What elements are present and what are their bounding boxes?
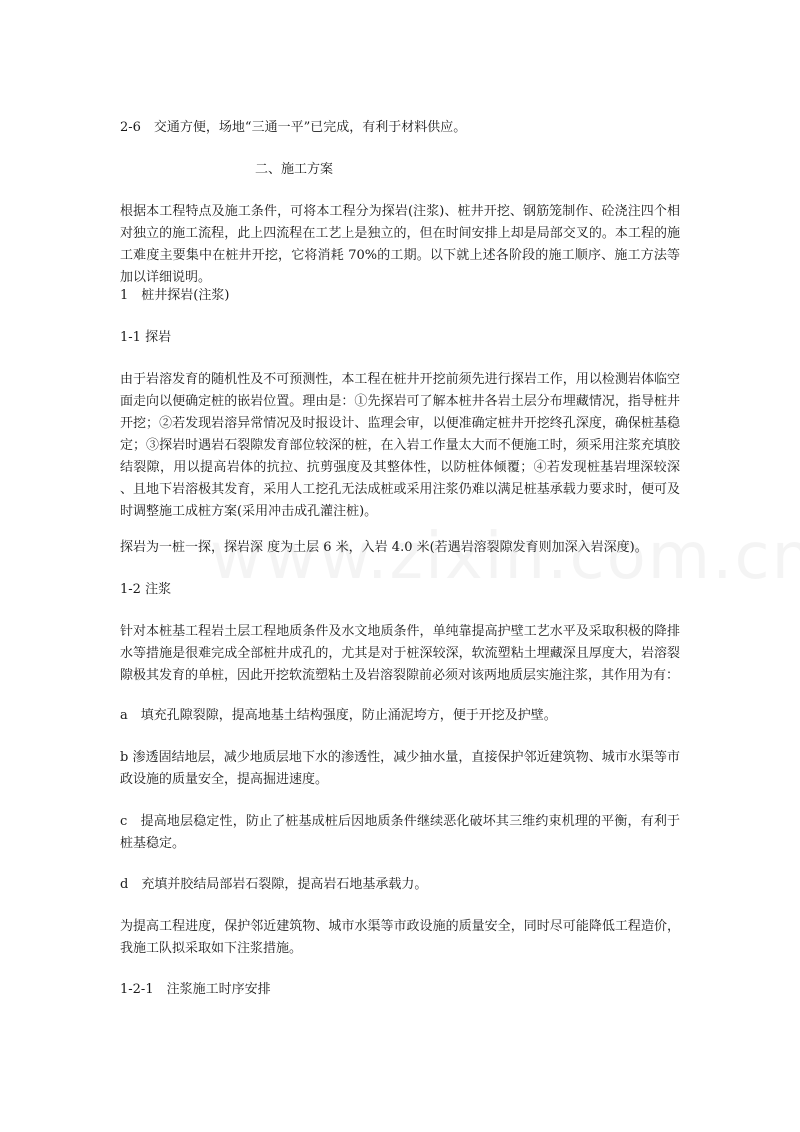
heading-1-2: 1-2 注浆 [120, 582, 172, 597]
list-item-c: c 提高地层稳定性，防止了桩基成桩后因地质条件继续恶化破坏其三维约束机理的平衡，有利于桩基稳定。 [120, 814, 680, 851]
heading-1-1: 1-1 探岩 [120, 330, 172, 345]
list-item-a: a 填充孔隙裂隙，提高地基土结构强度，防止涌泥垮方，便于开挖及护壁。 [120, 708, 557, 723]
explore-paragraph: 由于岩溶发育的随机性及不可预测性，本工程在桩井开挖前须先进行探岩工作，用以检测岩体临空面走向以便确定桩的嵌岩位置。理由是：①先探岩可了解本桩井各岩土层分布埋藏情况，指导桩井开挖；②若发现岩溶异常情况及时报设计、监理会审，以便准确定桩井开挖终孔深度，确保桩基稳定；③探岩时遇岩石裂隙发育部位较深的桩，在入岩工作量太大而不便施工时，须采用注浆充填胶结裂隙，用以提高岩体的抗拉、抗剪强度及其整体性，以防桩体倾覆；④若发现桩基岩埋深较深 、且地下岩溶极其发育，采用人工挖孔无法成桩或采用注浆仍难以满足桩基承载力要求时，便可及时调整施工成桩方案(采用冲击成孔灌注桩)。 [120, 372, 680, 519]
heading-1: 1 桩井探岩(注浆) [120, 288, 230, 303]
depth-paragraph: 探岩为一桩一探，探岩深 度为土层 6 米，入岩 4.0 米(若遇岩溶裂隙发育则加深入岩深度)。 [120, 540, 648, 555]
intro-paragraph: 根据本工程特点及施工条件，可将本工程分为探岩(注浆)、桩井开挖、钢筋笼制作、砼浇注四个相对独立的施工流程，此上四流程在工艺上是独立的，但在时间安排上却是局部交叉的。本工程的施工难度主要集中在桩井开挖，它将消耗 70%的工期。以下就上述各阶段的施工顺序、施工方法等加以详细说明。 [120, 204, 680, 285]
measures-paragraph: 为提高工程进度，保护邻近建筑物、城市水渠等市政设施的质量安全，同时尽可能降低工程造价，我施工队拟采取如下注浆措施。 [120, 919, 680, 956]
section-title: 二、施工方案 [255, 162, 334, 177]
list-item-b: b 渗透固结地层，减少地质层地下水的渗透性，减少抽水量，直接保护邻近建筑物、城市水渠等市政设施的质量安全，提高掘进速度。 [120, 750, 680, 787]
heading-1-2-1: 1-2-1 注浆施工时序安排 [120, 982, 271, 997]
grout-paragraph: 针对本桩基工程岩土层工程地质条件及水文地质条件，单纯靠提高护壁工艺水平及采取积极的降排水等措施是很难完成全部桩井成孔的，尤其是对于桩深较深，软流塑粘土埋藏深且厚度大，岩溶裂隙极其发育的单桩，因此开挖软流塑粘土及岩溶裂隙前必须对该两地质层实施注浆，其作用为有： [120, 624, 680, 683]
paragraph-2-6: 2-6 交通方便，场地“三通一平”已完成，有利于材料供应。 [120, 120, 467, 135]
list-item-d: d 充填并胶结局部岩石裂隙，提高岩石地基承载力。 [120, 877, 428, 892]
